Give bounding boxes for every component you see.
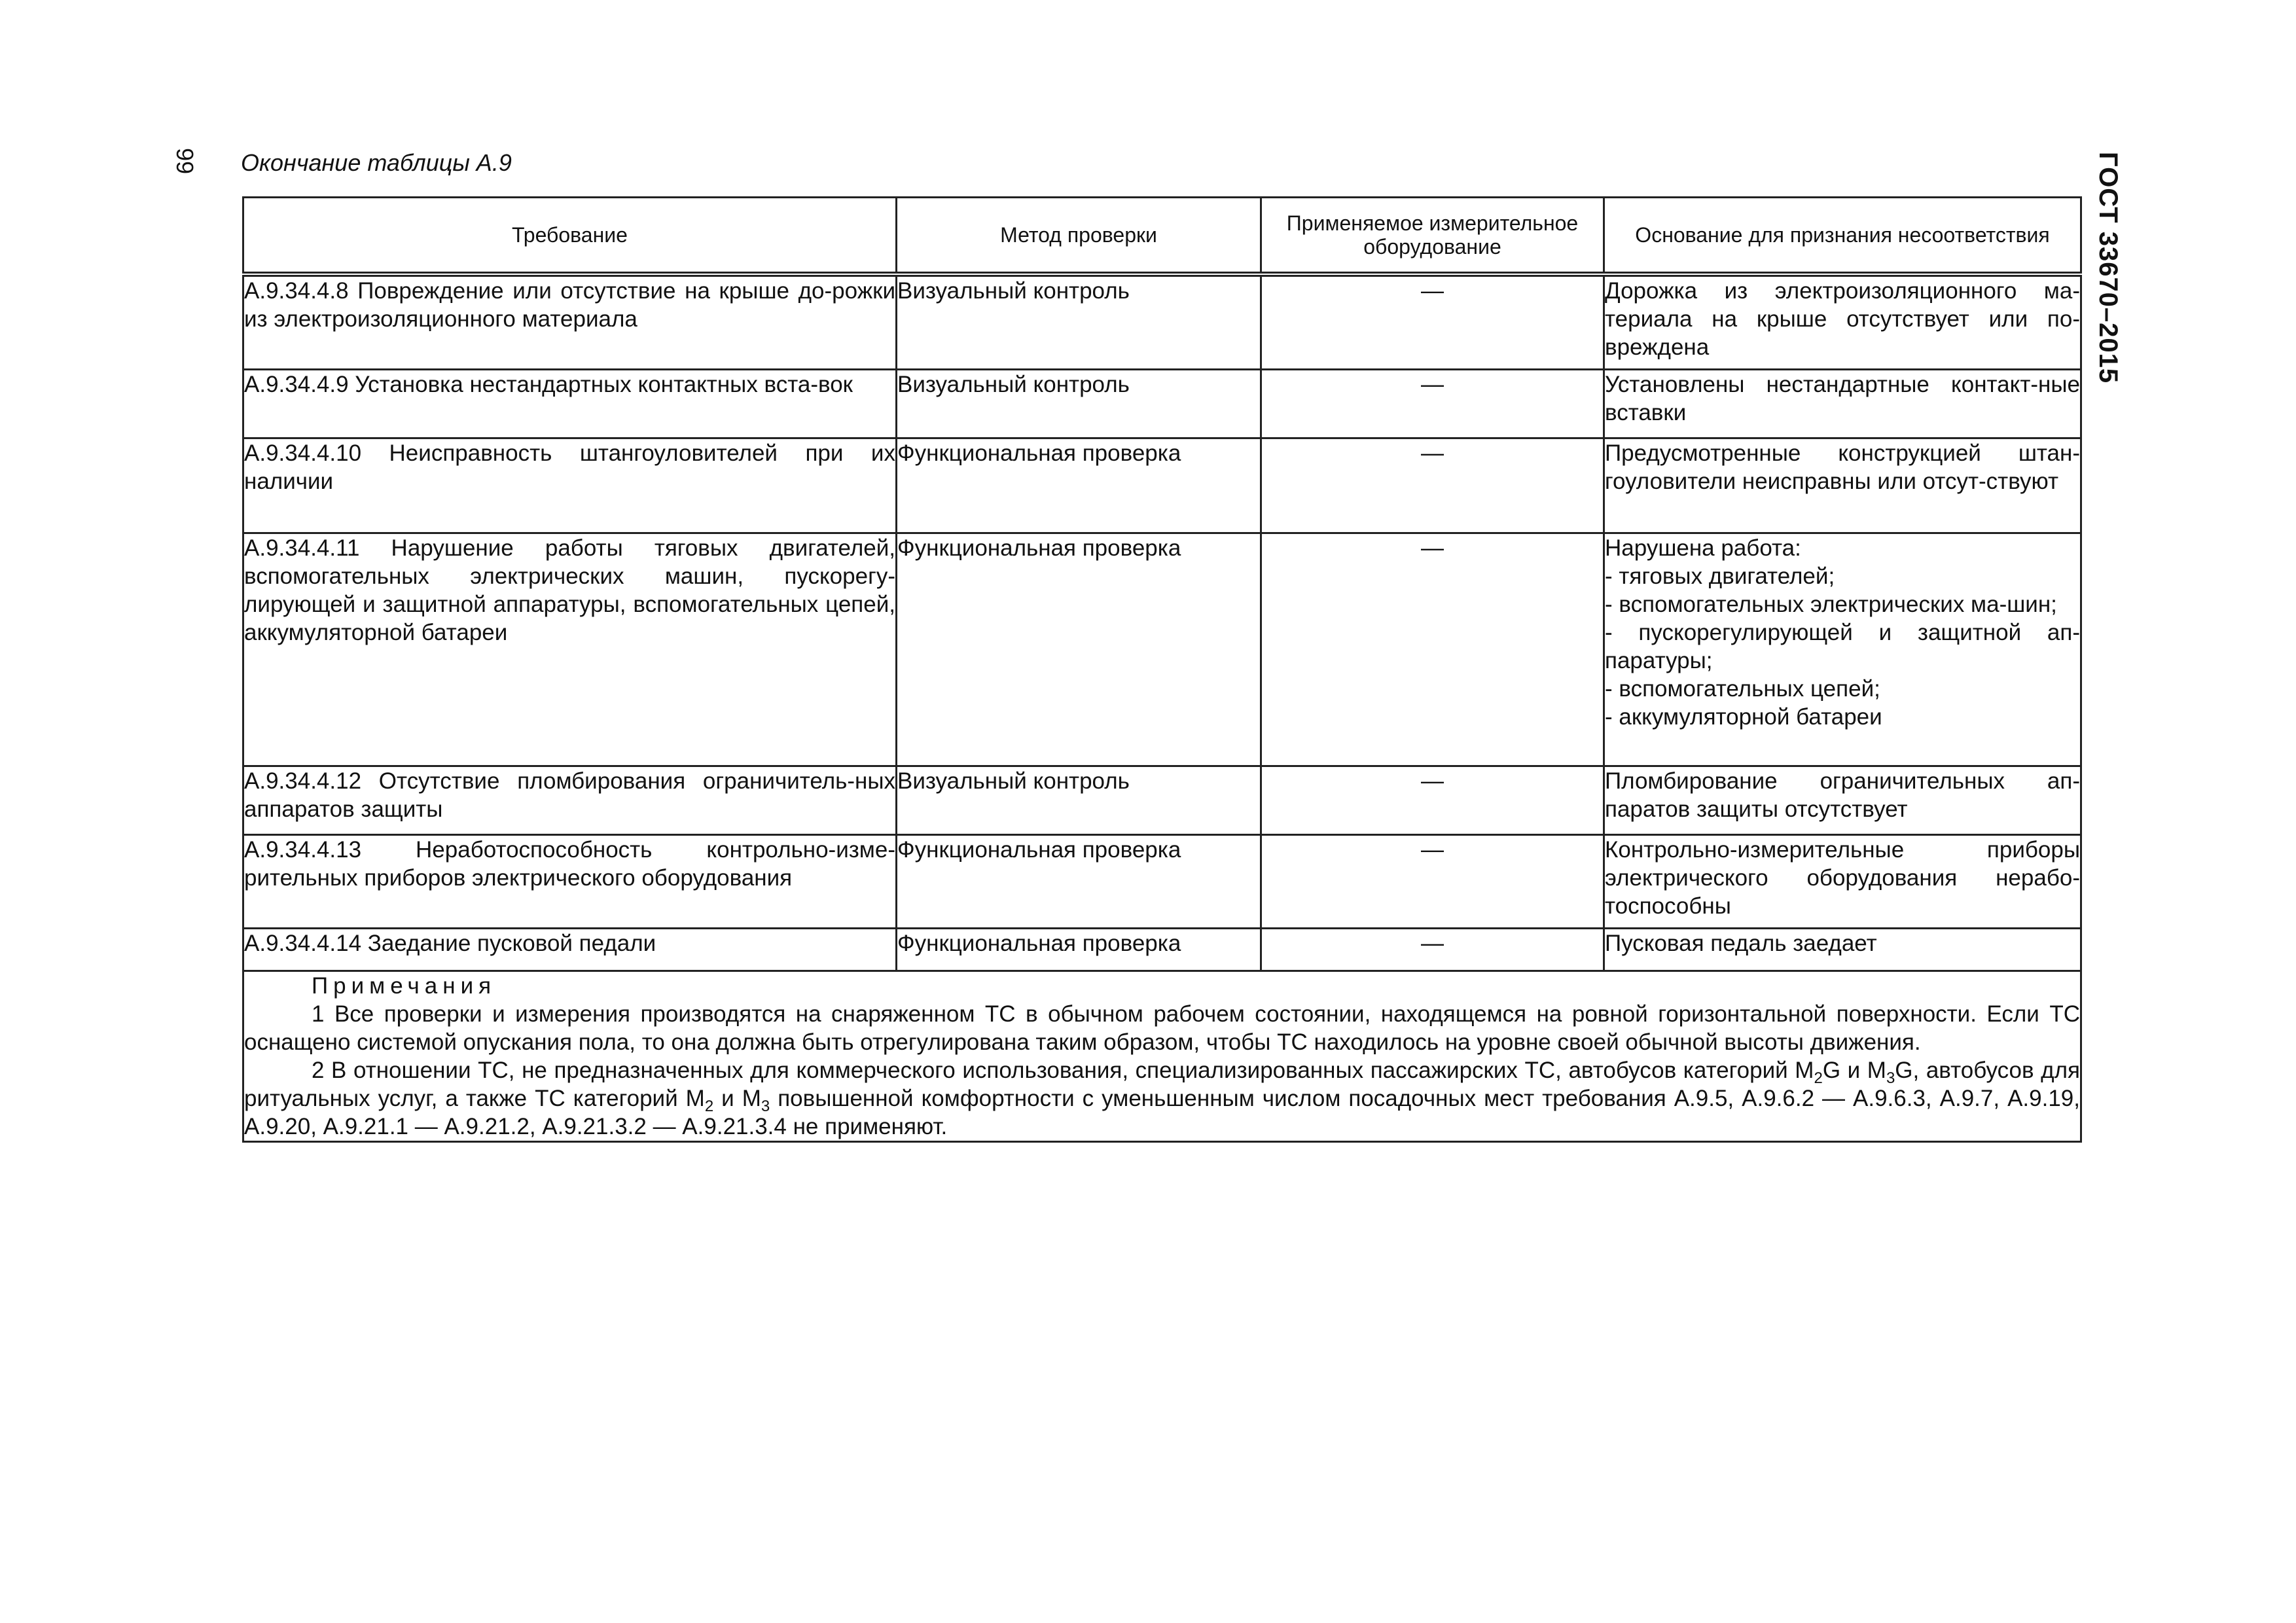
method-cell: Визуальный контроль	[897, 370, 1261, 438]
method-cell: Функциональная проверка	[897, 929, 1261, 971]
method-cell: Функциональная проверка	[897, 835, 1261, 929]
note-1: 1 Все проверки и измерения производятся на снаряженном ТС в обычном рабочем состоянии, находящемся на ровной горизонтальной поверхности. Если ТС оснащено системой опускания пола, то она должна быть отрегулирована таким образом, чтобы ТС находилось на уровне своей обычной высоты движения.	[244, 1001, 2080, 1055]
header-basis: Основание для признания несоответствия	[1604, 198, 2081, 275]
equipment-cell: —	[1261, 533, 1604, 766]
note-2-text: G, автобусов для ритуальных услуг, а также ТС категорий М	[244, 1058, 2080, 1111]
requirement-cell: А.9.34.4.13 Неработоспособность контрольно-изме-рительных приборов электрического оборудования	[243, 835, 897, 929]
basis-cell	[1604, 766, 2081, 835]
method-cell: Функциональная проверка	[897, 533, 1261, 766]
basis-list-item: - аккумуляторной батареи	[1605, 704, 1882, 730]
requirement-cell: А.9.34.4.10 Неисправность штангоуловителей при их наличии	[243, 438, 897, 533]
note-2	[244, 1056, 2080, 1141]
table-row	[243, 438, 2081, 533]
method-cell: Функциональная проверка	[897, 438, 1261, 533]
header-method: Метод проверки	[897, 198, 1261, 275]
page-number: 99	[171, 148, 198, 175]
requirement-cell: А.9.34.4.9 Установка нестандартных контактных вста-вок	[243, 370, 897, 438]
note-2-text: повышенной комфортности с уменьшенным числом посадочных мест требования А.9.5, А.9.6.2 — А.9.6.3, А.9.7, А.9.19, А.9.20, А.9.21.1 — А.9.21.2, А.9.21.3.2 — А.9.21.3.4 не применяют.	[244, 1086, 2080, 1139]
basis-cell	[1604, 929, 2081, 971]
basis-text: Контрольно-измерительные приборы электрического оборудования нерабо-тоспособны	[1605, 837, 2080, 919]
basis-cell	[1604, 835, 2081, 929]
basis-cell	[1604, 370, 2081, 438]
note-2-text: и М	[713, 1086, 761, 1111]
basis-text: Предусмотренные конструкцией штан-гоуловители неисправны или отсут-ствуют	[1605, 440, 2080, 494]
table-header-row	[243, 198, 2081, 275]
equipment-cell: —	[1261, 370, 1604, 438]
basis-cell	[1604, 533, 2081, 766]
notes-cell	[243, 971, 2081, 1142]
header-equipment: Применяемое измерительное оборудование	[1261, 198, 1604, 275]
requirement-cell: А.9.34.4.11 Нарушение работы тяговых двигателей, вспомогательных электрических машин, пускорегу-лирующей и защитной аппаратуры, вспомогательных цепей, аккумуляторной батареи	[243, 533, 897, 766]
document-id: ГОСТ 33670–2015	[2094, 152, 2123, 384]
subscript: 3	[1886, 1069, 1895, 1087]
basis-list-item: - вспомогательных электрических ма-шин;	[1605, 592, 2057, 617]
table-row	[243, 370, 2081, 438]
note-2-text: G и М	[1822, 1058, 1886, 1083]
method-cell: Визуальный контроль	[897, 766, 1261, 835]
table-row	[243, 766, 2081, 835]
basis-list-item: - тяговых двигателей;	[1605, 563, 1835, 589]
notes-row	[243, 971, 2081, 1142]
subscript: 2	[704, 1097, 714, 1115]
table-row	[243, 929, 2081, 971]
requirement-cell: А.9.34.4.12 Отсутствие пломбирования ограничитель-ных аппаратов защиты	[243, 766, 897, 835]
basis-text: Пусковая педаль заедает	[1605, 931, 1877, 956]
method-cell: Визуальный контроль	[897, 274, 1261, 370]
basis-text: Установлены нестандартные контакт-ные вставки	[1605, 372, 2080, 425]
equipment-cell: —	[1261, 274, 1604, 370]
notes-title: Примечания	[312, 973, 497, 999]
table-row	[243, 274, 2081, 370]
basis-text: Дорожка из электроизоляционного ма-териала на крыше отсутствует или по-вреждена	[1605, 278, 2080, 360]
basis-list-item: - вспомогательных цепей;	[1605, 676, 1880, 702]
subscript: 2	[1814, 1069, 1823, 1087]
basis-cell	[1604, 274, 2081, 370]
header-requirement: Требование	[243, 198, 897, 275]
equipment-cell: —	[1261, 835, 1604, 929]
subscript: 3	[761, 1097, 770, 1115]
table-row	[243, 533, 2081, 766]
requirement-cell: А.9.34.4.8 Повреждение или отсутствие на крыше до-рожки из электроизоляционного материала	[243, 274, 897, 370]
requirements-table	[242, 196, 2082, 1143]
equipment-cell: —	[1261, 929, 1604, 971]
requirement-cell: А.9.34.4.14 Заедание пусковой педали	[243, 929, 897, 971]
table-caption: Окончание таблицы А.9	[241, 149, 512, 176]
equipment-cell: —	[1261, 438, 1604, 533]
basis-list-item: - пускорегулирующей и защитной ап-паратуры;	[1605, 620, 2080, 673]
note-2-text: 2 В отношении ТС, не предназначенных для коммерческого использования, специализированных пассажирских ТС, автобусов категорий М	[312, 1058, 1814, 1083]
basis-text: Нарушена работа:	[1605, 535, 1801, 561]
basis-text: Пломбирование ограничительных ап-паратов защиты отсутствует	[1605, 768, 2080, 822]
equipment-cell: —	[1261, 766, 1604, 835]
table-row	[243, 835, 2081, 929]
basis-cell	[1604, 438, 2081, 533]
